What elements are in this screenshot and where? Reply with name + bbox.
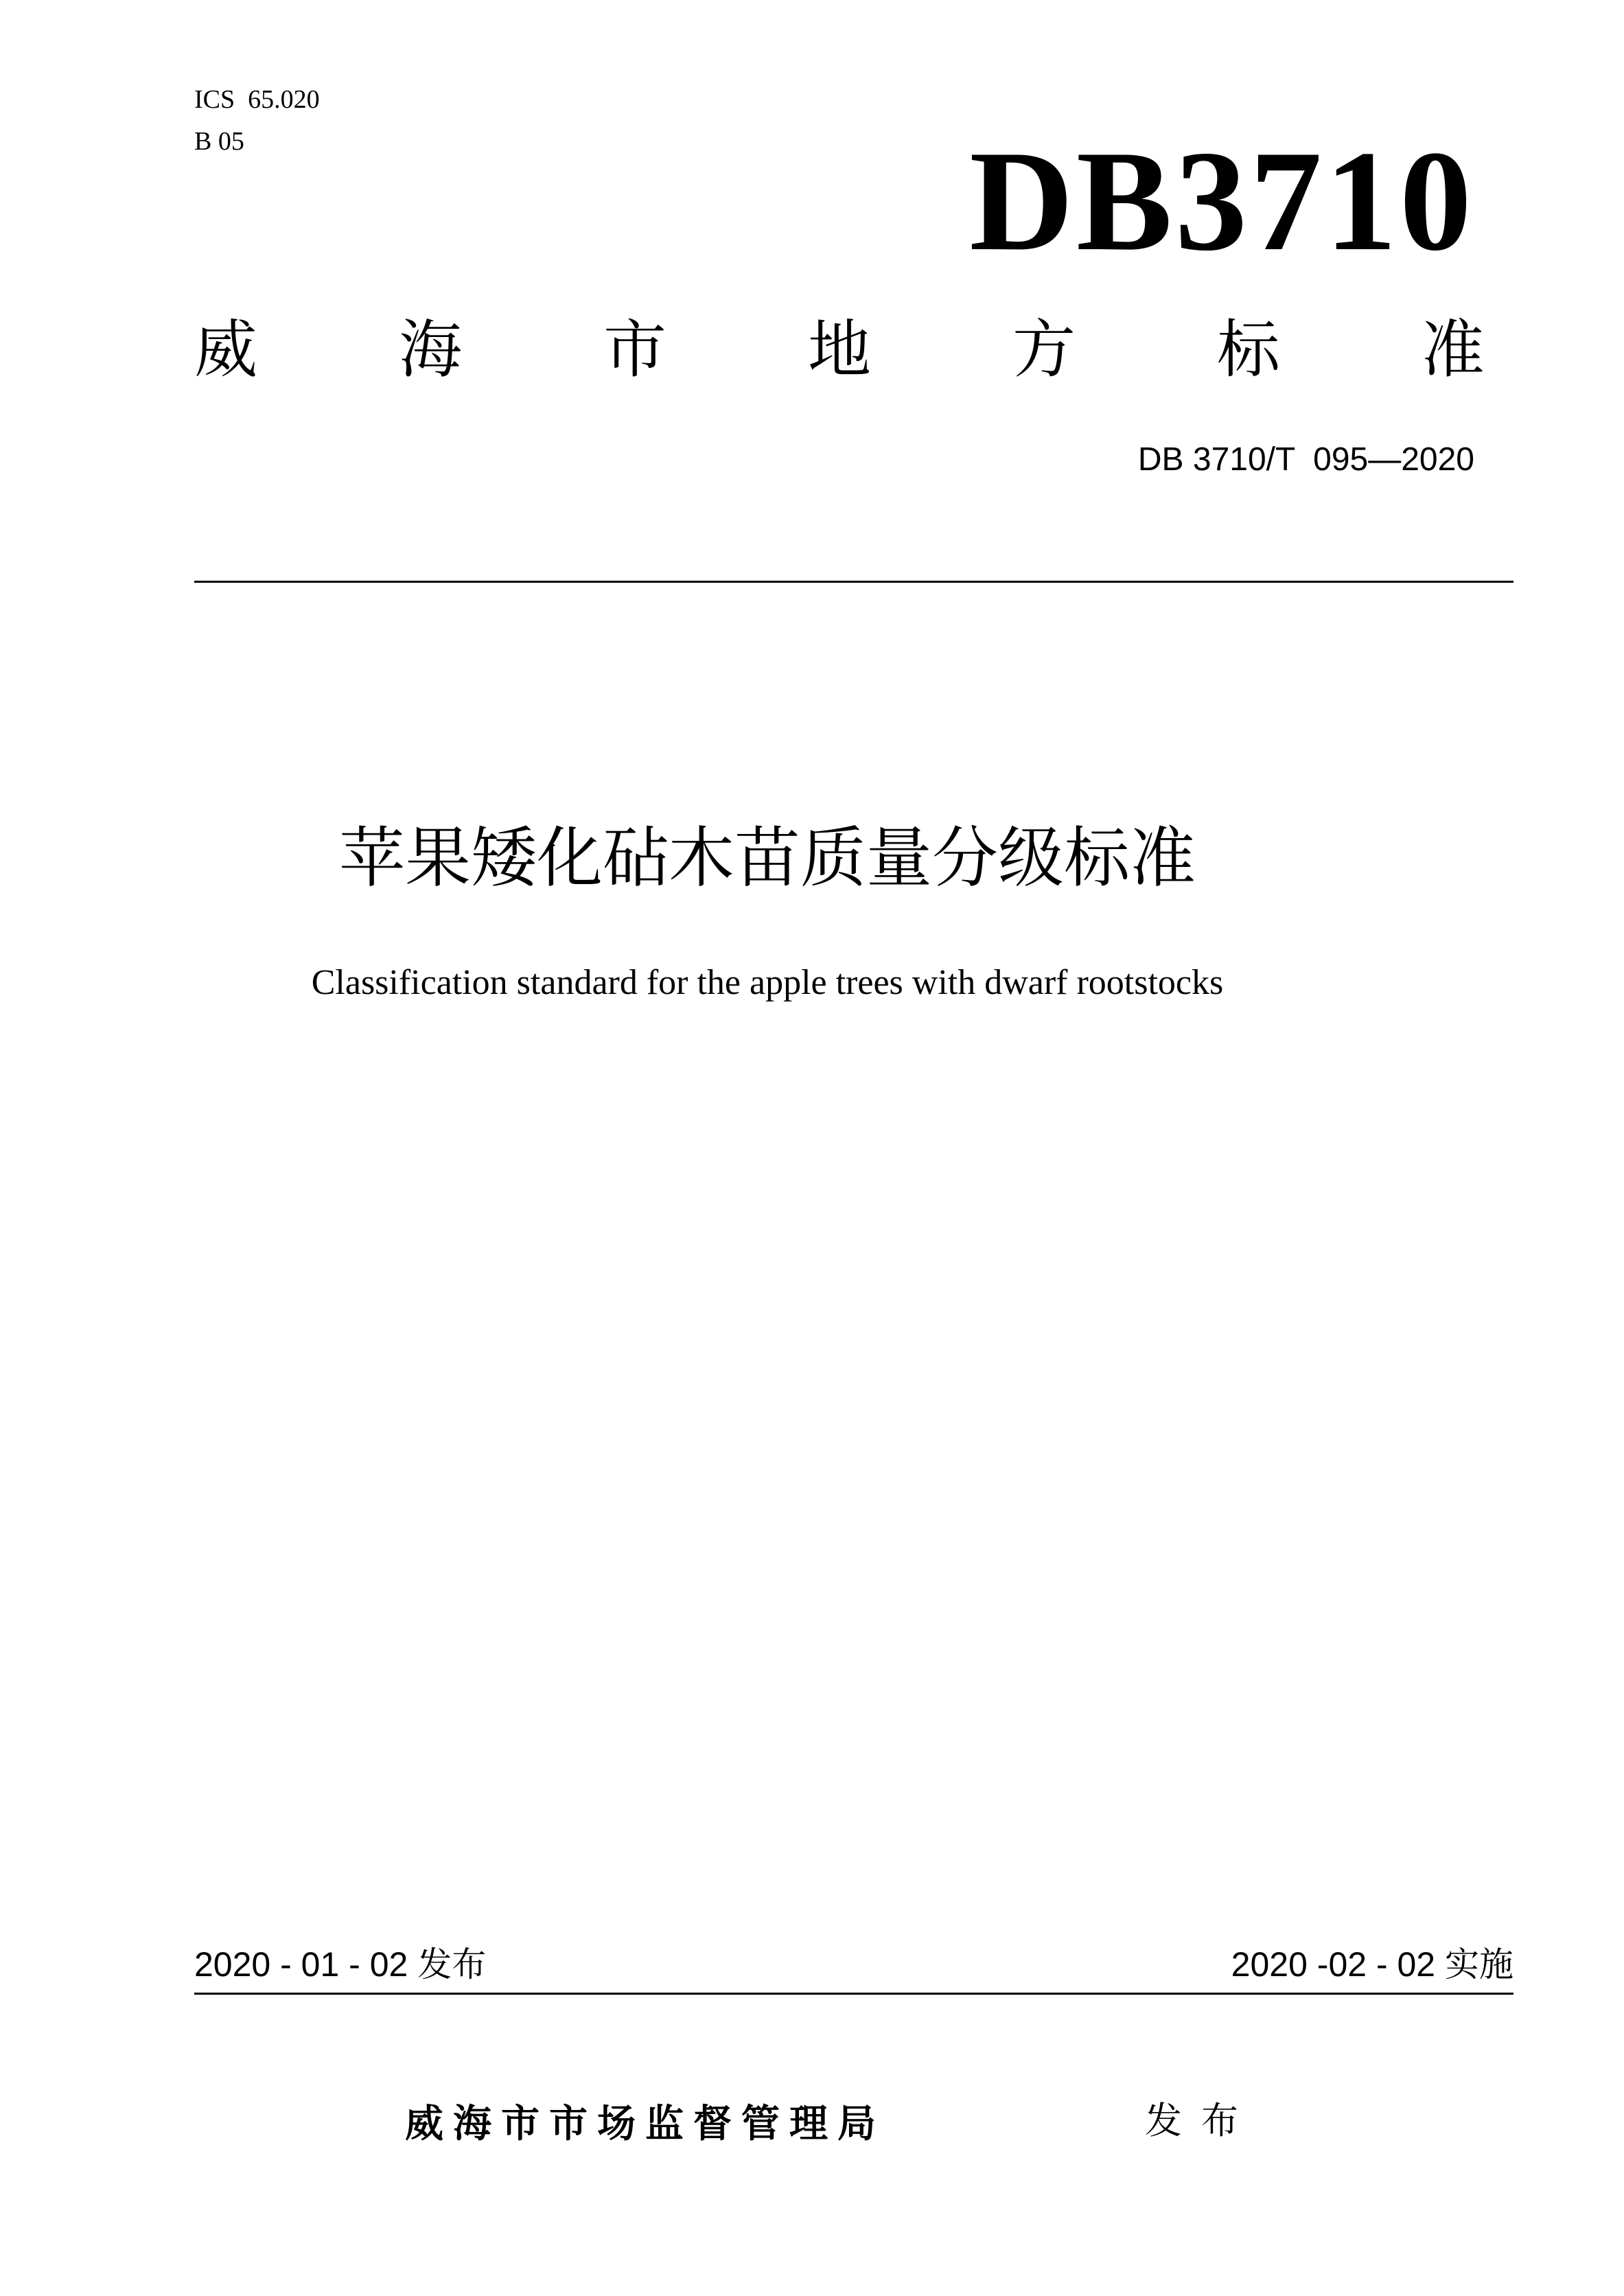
- standard-type-char: 地: [807, 313, 871, 386]
- standard-logo: DB3710: [969, 121, 1474, 281]
- document-title-english: Classification standard for the apple trees with dwarf rootstocks: [311, 963, 1224, 1002]
- document-title-chinese: 苹果矮化砧木苗质量分级标准: [339, 820, 1196, 896]
- standard-type-char: 威: [194, 313, 258, 386]
- issue-label: 发布: [1145, 2099, 1257, 2142]
- header-divider: [194, 581, 1513, 583]
- footer-divider: [194, 1993, 1513, 1995]
- standard-type-heading: [194, 312, 1485, 388]
- standard-type-char: 海: [398, 313, 462, 386]
- standard-number: DB 3710/T 095—2020: [1137, 441, 1474, 478]
- issuing-authority: 威海市市场监督管理局: [405, 2102, 885, 2146]
- standard-type-char: 方: [1012, 313, 1076, 386]
- issue-date: 2020 - 01 - 02 发布: [194, 1945, 487, 1984]
- ics-code: ICS 65.020: [194, 85, 320, 114]
- standard-type-char: 准: [1421, 313, 1485, 386]
- implementation-date: 2020 -02 - 02 实施: [1231, 1945, 1513, 1984]
- standard-type-char: 标: [1216, 313, 1280, 386]
- ccs-code: B 05: [194, 127, 244, 156]
- standard-type-char: 市: [603, 313, 666, 386]
